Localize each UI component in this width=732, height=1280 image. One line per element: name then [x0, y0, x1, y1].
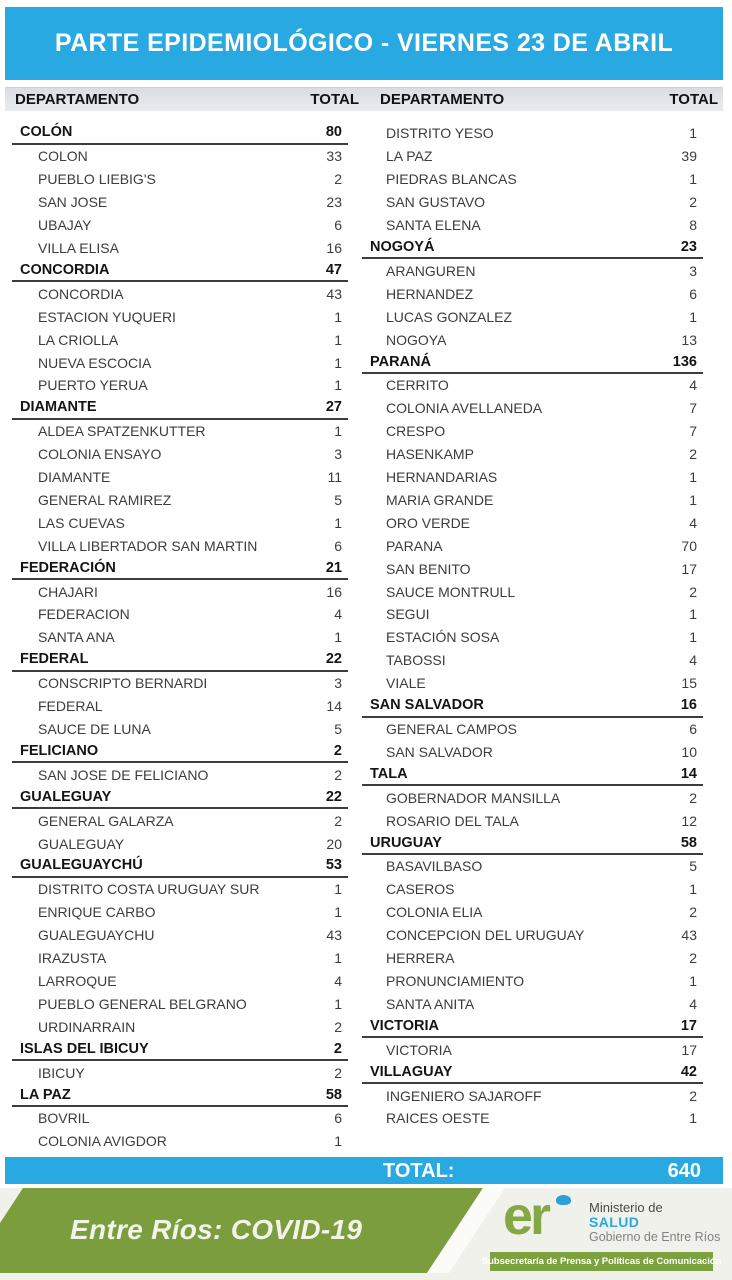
row-name: LAS CUEVAS [38, 514, 125, 531]
row-total: 3 [334, 446, 342, 463]
locality-row [12, 466, 348, 489]
locality-row [12, 351, 348, 374]
locality-row [362, 786, 703, 809]
locality-row [12, 282, 348, 305]
row-total: 8 [689, 217, 697, 234]
locality-row [362, 282, 703, 305]
row-total: 1 [689, 881, 697, 898]
row-name: DIAMANTE [38, 469, 111, 486]
locality-row [362, 901, 703, 924]
row-total: 7 [689, 423, 697, 440]
row-name: GOBERNADOR MANSILLA [386, 789, 561, 806]
locality-row [362, 580, 703, 603]
row-total: 1 [334, 354, 342, 371]
row-name: LARROQUE [38, 972, 117, 989]
row-total: 16 [680, 697, 697, 714]
ministry-line2: SALUD [589, 1214, 640, 1230]
locality-row [362, 718, 703, 741]
row-name: ENRIQUE CARBO [38, 904, 156, 921]
row-name: COLON [38, 148, 88, 165]
row-total: 70 [681, 537, 697, 554]
locality-row [362, 489, 703, 512]
row-name: DIAMANTE [20, 399, 97, 416]
locality-row [12, 168, 348, 191]
locality-row [362, 1107, 703, 1130]
right-table [362, 122, 703, 1130]
row-total: 5 [689, 858, 697, 875]
row-total: 22 [325, 788, 342, 805]
row-total: 43 [326, 927, 342, 944]
row-name: GUALEGUAY [38, 835, 125, 852]
row-total: 1 [334, 950, 342, 967]
grand-total-label: TOTAL: [383, 1160, 455, 1182]
row-name: URDINARRAIN [38, 1018, 136, 1035]
locality-row [12, 970, 348, 993]
row-total: 2 [689, 194, 697, 211]
row-name: SAN SALVADOR [386, 743, 493, 760]
locality-row [12, 145, 348, 168]
row-total: 1 [689, 972, 697, 989]
row-name: ISLAS DEL IBICUY [20, 1040, 149, 1057]
row-total: 27 [325, 399, 342, 416]
row-total: 1 [334, 423, 342, 440]
row-name: ESTACIÓN SOSA [386, 629, 500, 646]
row-name: VILLA LIBERTADOR SAN MARTIN [38, 537, 258, 554]
locality-row [362, 259, 703, 282]
locality-row [12, 511, 348, 534]
row-name: PARANÁ [370, 353, 431, 370]
locality-row [12, 763, 348, 786]
row-total: 53 [325, 857, 342, 874]
row-total: 4 [689, 995, 697, 1012]
row-name: FELICIANO [20, 742, 99, 759]
row-total: 1 [334, 308, 342, 325]
row-total: 2 [689, 904, 697, 921]
locality-row [362, 328, 703, 351]
row-total: 6 [689, 721, 697, 738]
row-name: COLONIA AVELLANEDA [386, 400, 543, 417]
right-total-header: TOTAL [669, 91, 718, 108]
row-name: GUALEGUAYCHU [38, 927, 155, 944]
row-name: VICTORIA [370, 1017, 440, 1034]
report-title-banner [5, 7, 723, 80]
row-total: 1 [334, 331, 342, 348]
locality-row [362, 374, 703, 397]
row-name: CRESPO [386, 423, 446, 440]
row-name: ALDEA SPATZENKUTTER [38, 423, 206, 440]
row-total: 136 [672, 353, 697, 370]
row-name: SAN GUSTAVO [386, 194, 486, 211]
grand-total-value: 640 [667, 1160, 701, 1182]
department-row [362, 695, 703, 718]
department-row [362, 351, 703, 374]
row-total: 5 [334, 721, 342, 738]
row-name: PUERTO YERUA [38, 377, 148, 394]
row-name: CONCORDIA [38, 285, 124, 302]
row-name: INGENIERO SAJAROFF [386, 1087, 542, 1104]
row-name: TALA [370, 765, 408, 782]
locality-row [12, 1015, 348, 1038]
row-total: 17 [681, 560, 697, 577]
locality-row [362, 970, 703, 993]
locality-row [12, 237, 348, 260]
locality-row [362, 855, 703, 878]
row-name: SAN SALVADOR [370, 697, 484, 714]
row-name: COLÓN [20, 124, 73, 141]
row-total: 23 [326, 194, 342, 211]
row-name: FEDERACION [38, 606, 130, 623]
locality-row [362, 947, 703, 970]
row-name: FEDERAL [20, 651, 89, 668]
locality-row [362, 649, 703, 672]
row-name: RAICES OESTE [386, 1110, 490, 1127]
row-total: 15 [681, 675, 697, 692]
department-row [362, 1061, 703, 1084]
column-headers [5, 87, 723, 111]
locality-row [12, 305, 348, 328]
row-name: IBICUY [38, 1064, 85, 1081]
locality-row [12, 924, 348, 947]
department-row [12, 557, 348, 580]
footer-caption: Entre Ríos: COVID-19 [70, 1214, 363, 1245]
locality-row [362, 214, 703, 237]
row-name: HERNANDARIAS [386, 469, 498, 486]
row-name: COLONIA ENSAYO [38, 446, 162, 463]
locality-row [362, 420, 703, 443]
row-name: VILLA ELISA [38, 239, 119, 256]
locality-row [362, 443, 703, 466]
locality-row [12, 878, 348, 901]
row-total: 80 [325, 124, 342, 141]
row-total: 13 [681, 331, 697, 348]
grand-total-bar [5, 1157, 723, 1184]
ministry-block [589, 1200, 720, 1245]
row-total: 39 [681, 148, 697, 165]
locality-row [362, 809, 703, 832]
locality-row [12, 534, 348, 557]
row-name: HASENKAMP [386, 446, 474, 463]
locality-row [362, 191, 703, 214]
row-total: 5 [334, 491, 342, 508]
row-name: ESTACION YUQUERI [38, 308, 176, 325]
row-name: TABOSSI [386, 652, 446, 669]
row-total: 47 [325, 261, 342, 278]
row-total: 17 [680, 1017, 697, 1034]
row-name: CONCORDIA [20, 261, 110, 278]
row-name: LUCAS GONZALEZ [386, 308, 513, 325]
row-total: 7 [689, 400, 697, 417]
locality-row [12, 420, 348, 443]
row-total: 12 [681, 812, 697, 829]
ministry-line3: Gobierno de Entre Ríos [589, 1230, 721, 1244]
department-row [12, 649, 348, 672]
row-total: 6 [334, 537, 342, 554]
row-name: FEDERAL [38, 698, 103, 715]
locality-row [362, 305, 703, 328]
department-row [12, 1084, 348, 1107]
row-total: 2 [689, 789, 697, 806]
row-name: SANTA ANA [38, 629, 115, 646]
locality-row [12, 1061, 348, 1084]
row-name: FEDERACIÓN [20, 559, 116, 576]
locality-row [362, 924, 703, 947]
locality-row [12, 947, 348, 970]
department-row [362, 763, 703, 786]
row-total: 6 [689, 285, 697, 302]
row-name: VICTORIA [386, 1041, 452, 1058]
row-total: 2 [334, 1018, 342, 1035]
locality-row [12, 626, 348, 649]
row-total: 20 [326, 835, 342, 852]
row-total: 1 [689, 491, 697, 508]
locality-row [12, 1107, 348, 1130]
row-name: LA PAZ [386, 148, 433, 165]
ministry-line1: Ministerio de [589, 1200, 663, 1215]
row-name: CONCEPCION DEL URUGUAY [386, 927, 585, 944]
row-name: SAN JOSE [38, 194, 108, 211]
row-total: 2 [689, 446, 697, 463]
row-name: PIEDRAS BLANCAS [386, 171, 517, 188]
locality-row [362, 878, 703, 901]
row-name: NOGOYA [386, 331, 447, 348]
locality-row [12, 489, 348, 512]
row-name: LA CRIOLLA [38, 331, 119, 348]
locality-row [362, 1038, 703, 1061]
locality-row [12, 603, 348, 626]
row-name: IRAZUSTA [38, 950, 107, 967]
row-total: 3 [689, 262, 697, 279]
row-total: 1 [334, 377, 342, 394]
department-row [12, 740, 348, 763]
row-name: LA PAZ [20, 1086, 71, 1103]
row-name: GENERAL RAMIREZ [38, 491, 172, 508]
locality-row [12, 214, 348, 237]
locality-row [362, 168, 703, 191]
row-name: SANTA ELENA [386, 217, 481, 234]
row-name: NOGOYÁ [370, 238, 435, 255]
locality-row [362, 397, 703, 420]
right-department-header: DEPARTAMENTO [380, 91, 505, 108]
row-total: 4 [689, 514, 697, 531]
row-name: SAN BENITO [386, 560, 471, 577]
row-total: 4 [689, 652, 697, 669]
row-total: 1 [334, 904, 342, 921]
row-total: 3 [334, 675, 342, 692]
row-name: GUALEGUAYCHÚ [20, 857, 143, 874]
row-total: 16 [326, 583, 342, 600]
row-total: 6 [334, 1110, 342, 1127]
locality-row [362, 603, 703, 626]
row-total: 1 [689, 629, 697, 646]
locality-row [12, 832, 348, 855]
row-total: 14 [680, 765, 697, 782]
row-name: GENERAL CAMPOS [386, 721, 517, 738]
row-name: CHAJARI [38, 583, 98, 600]
row-total: 21 [325, 559, 342, 576]
locality-row [12, 695, 348, 718]
row-total: 58 [325, 1086, 342, 1103]
department-row [362, 1015, 703, 1038]
row-name: HERRERA [386, 950, 455, 967]
row-name: COLONIA ELIA [386, 904, 483, 921]
row-name: URUGUAY [370, 834, 442, 851]
row-total: 43 [681, 927, 697, 944]
locality-row [12, 992, 348, 1015]
row-name: DISTRITO COSTA URUGUAY SUR [38, 881, 260, 898]
row-name: VILLAGUAY [370, 1063, 453, 1080]
row-name: ROSARIO DEL TALA [386, 812, 519, 829]
row-name: BOVRIL [38, 1110, 90, 1127]
row-name: ORO VERDE [386, 514, 471, 531]
locality-row [362, 122, 703, 145]
row-name: PRONUNCIAMIENTO [386, 972, 525, 989]
row-total: 2 [333, 742, 342, 759]
row-total: 43 [326, 285, 342, 302]
row-total: 4 [334, 972, 342, 989]
row-total: 10 [681, 743, 697, 760]
row-name: DISTRITO YESO [386, 125, 494, 142]
er-logo-dot-icon [556, 1195, 571, 1205]
locality-row [12, 443, 348, 466]
row-total: 33 [326, 148, 342, 165]
row-name: GENERAL GALARZA [38, 812, 174, 829]
row-total: 17 [681, 1041, 697, 1058]
footer [0, 1188, 732, 1280]
department-row [12, 397, 348, 420]
locality-row [12, 718, 348, 741]
row-name: SANTA ANITA [386, 995, 475, 1012]
locality-row [12, 672, 348, 695]
left-table [12, 122, 348, 1153]
row-total: 58 [680, 834, 697, 851]
department-row [12, 259, 348, 282]
department-row [12, 855, 348, 878]
row-name: GUALEGUAY [20, 788, 112, 805]
row-total: 1 [689, 469, 697, 486]
department-row [12, 1038, 348, 1061]
locality-row [12, 328, 348, 351]
department-row [362, 237, 703, 260]
row-name: CONSCRIPTO BERNARDI [38, 675, 208, 692]
row-total: 1 [689, 606, 697, 623]
row-name: SAN JOSE DE FELICIANO [38, 766, 209, 783]
row-total: 2 [689, 950, 697, 967]
row-name: CASEROS [386, 881, 455, 898]
row-total: 42 [680, 1063, 697, 1080]
locality-row [12, 809, 348, 832]
row-total: 1 [689, 125, 697, 142]
department-row [12, 122, 348, 145]
row-name: PUEBLO LIEBIG'S [38, 171, 156, 188]
row-total: 1 [334, 995, 342, 1012]
er-logo: er [503, 1186, 549, 1246]
locality-row [362, 1084, 703, 1107]
locality-row [12, 580, 348, 603]
row-total: 6 [334, 217, 342, 234]
row-total: 4 [334, 606, 342, 623]
subsecretariat-ribbon: Subsecretaría de Prensa y Políticas de Comunicación [490, 1252, 713, 1271]
locality-row [362, 672, 703, 695]
row-total: 2 [689, 583, 697, 600]
row-name: PARANA [386, 537, 443, 554]
row-total: 2 [334, 766, 342, 783]
row-total: 2 [689, 1087, 697, 1104]
row-name: SAUCE MONTRULL [386, 583, 516, 600]
left-department-header: DEPARTAMENTO [15, 91, 140, 108]
locality-row [12, 1130, 348, 1153]
row-total: 1 [334, 629, 342, 646]
left-total-header: TOTAL [310, 91, 359, 108]
row-name: UBAJAY [38, 217, 92, 234]
row-name: SEGUI [386, 606, 430, 623]
row-name: COLONIA AVIGDOR [38, 1133, 167, 1150]
row-total: 1 [334, 881, 342, 898]
locality-row [362, 534, 703, 557]
row-name: CERRITO [386, 377, 449, 394]
row-total: 16 [326, 239, 342, 256]
row-name: SAUCE DE LUNA [38, 721, 151, 738]
row-total: 11 [327, 469, 342, 486]
row-total: 2 [334, 812, 342, 829]
locality-row [362, 740, 703, 763]
department-row [12, 786, 348, 809]
locality-row [362, 626, 703, 649]
department-row [362, 832, 703, 855]
row-name: VIALE [386, 675, 426, 692]
row-total: 2 [334, 171, 342, 188]
locality-row [12, 191, 348, 214]
row-total: 1 [334, 514, 342, 531]
row-name: ARANGUREN [386, 262, 476, 279]
locality-row [362, 557, 703, 580]
row-total: 2 [334, 1064, 342, 1081]
row-total: 23 [680, 238, 697, 255]
row-name: MARIA GRANDE [386, 491, 494, 508]
locality-row [362, 992, 703, 1015]
row-name: BASAVILBASO [386, 858, 483, 875]
row-name: HERNANDEZ [386, 285, 474, 302]
report-title: PARTE EPIDEMIOLÓGICO - VIERNES 23 DE ABRIL [54, 29, 674, 57]
row-total: 1 [689, 308, 697, 325]
locality-row [12, 374, 348, 397]
locality-row [362, 466, 703, 489]
row-name: NUEVA ESCOCIA [38, 354, 152, 371]
row-total: 1 [689, 171, 697, 188]
locality-row [362, 511, 703, 534]
row-total: 2 [333, 1040, 342, 1057]
row-total: 14 [326, 698, 342, 715]
locality-row [12, 901, 348, 924]
row-total: 22 [325, 651, 342, 668]
row-total: 1 [334, 1133, 342, 1150]
row-total: 1 [689, 1110, 697, 1127]
locality-row [362, 145, 703, 168]
row-name: PUEBLO GENERAL BELGRANO [38, 995, 247, 1012]
row-total: 4 [689, 377, 697, 394]
